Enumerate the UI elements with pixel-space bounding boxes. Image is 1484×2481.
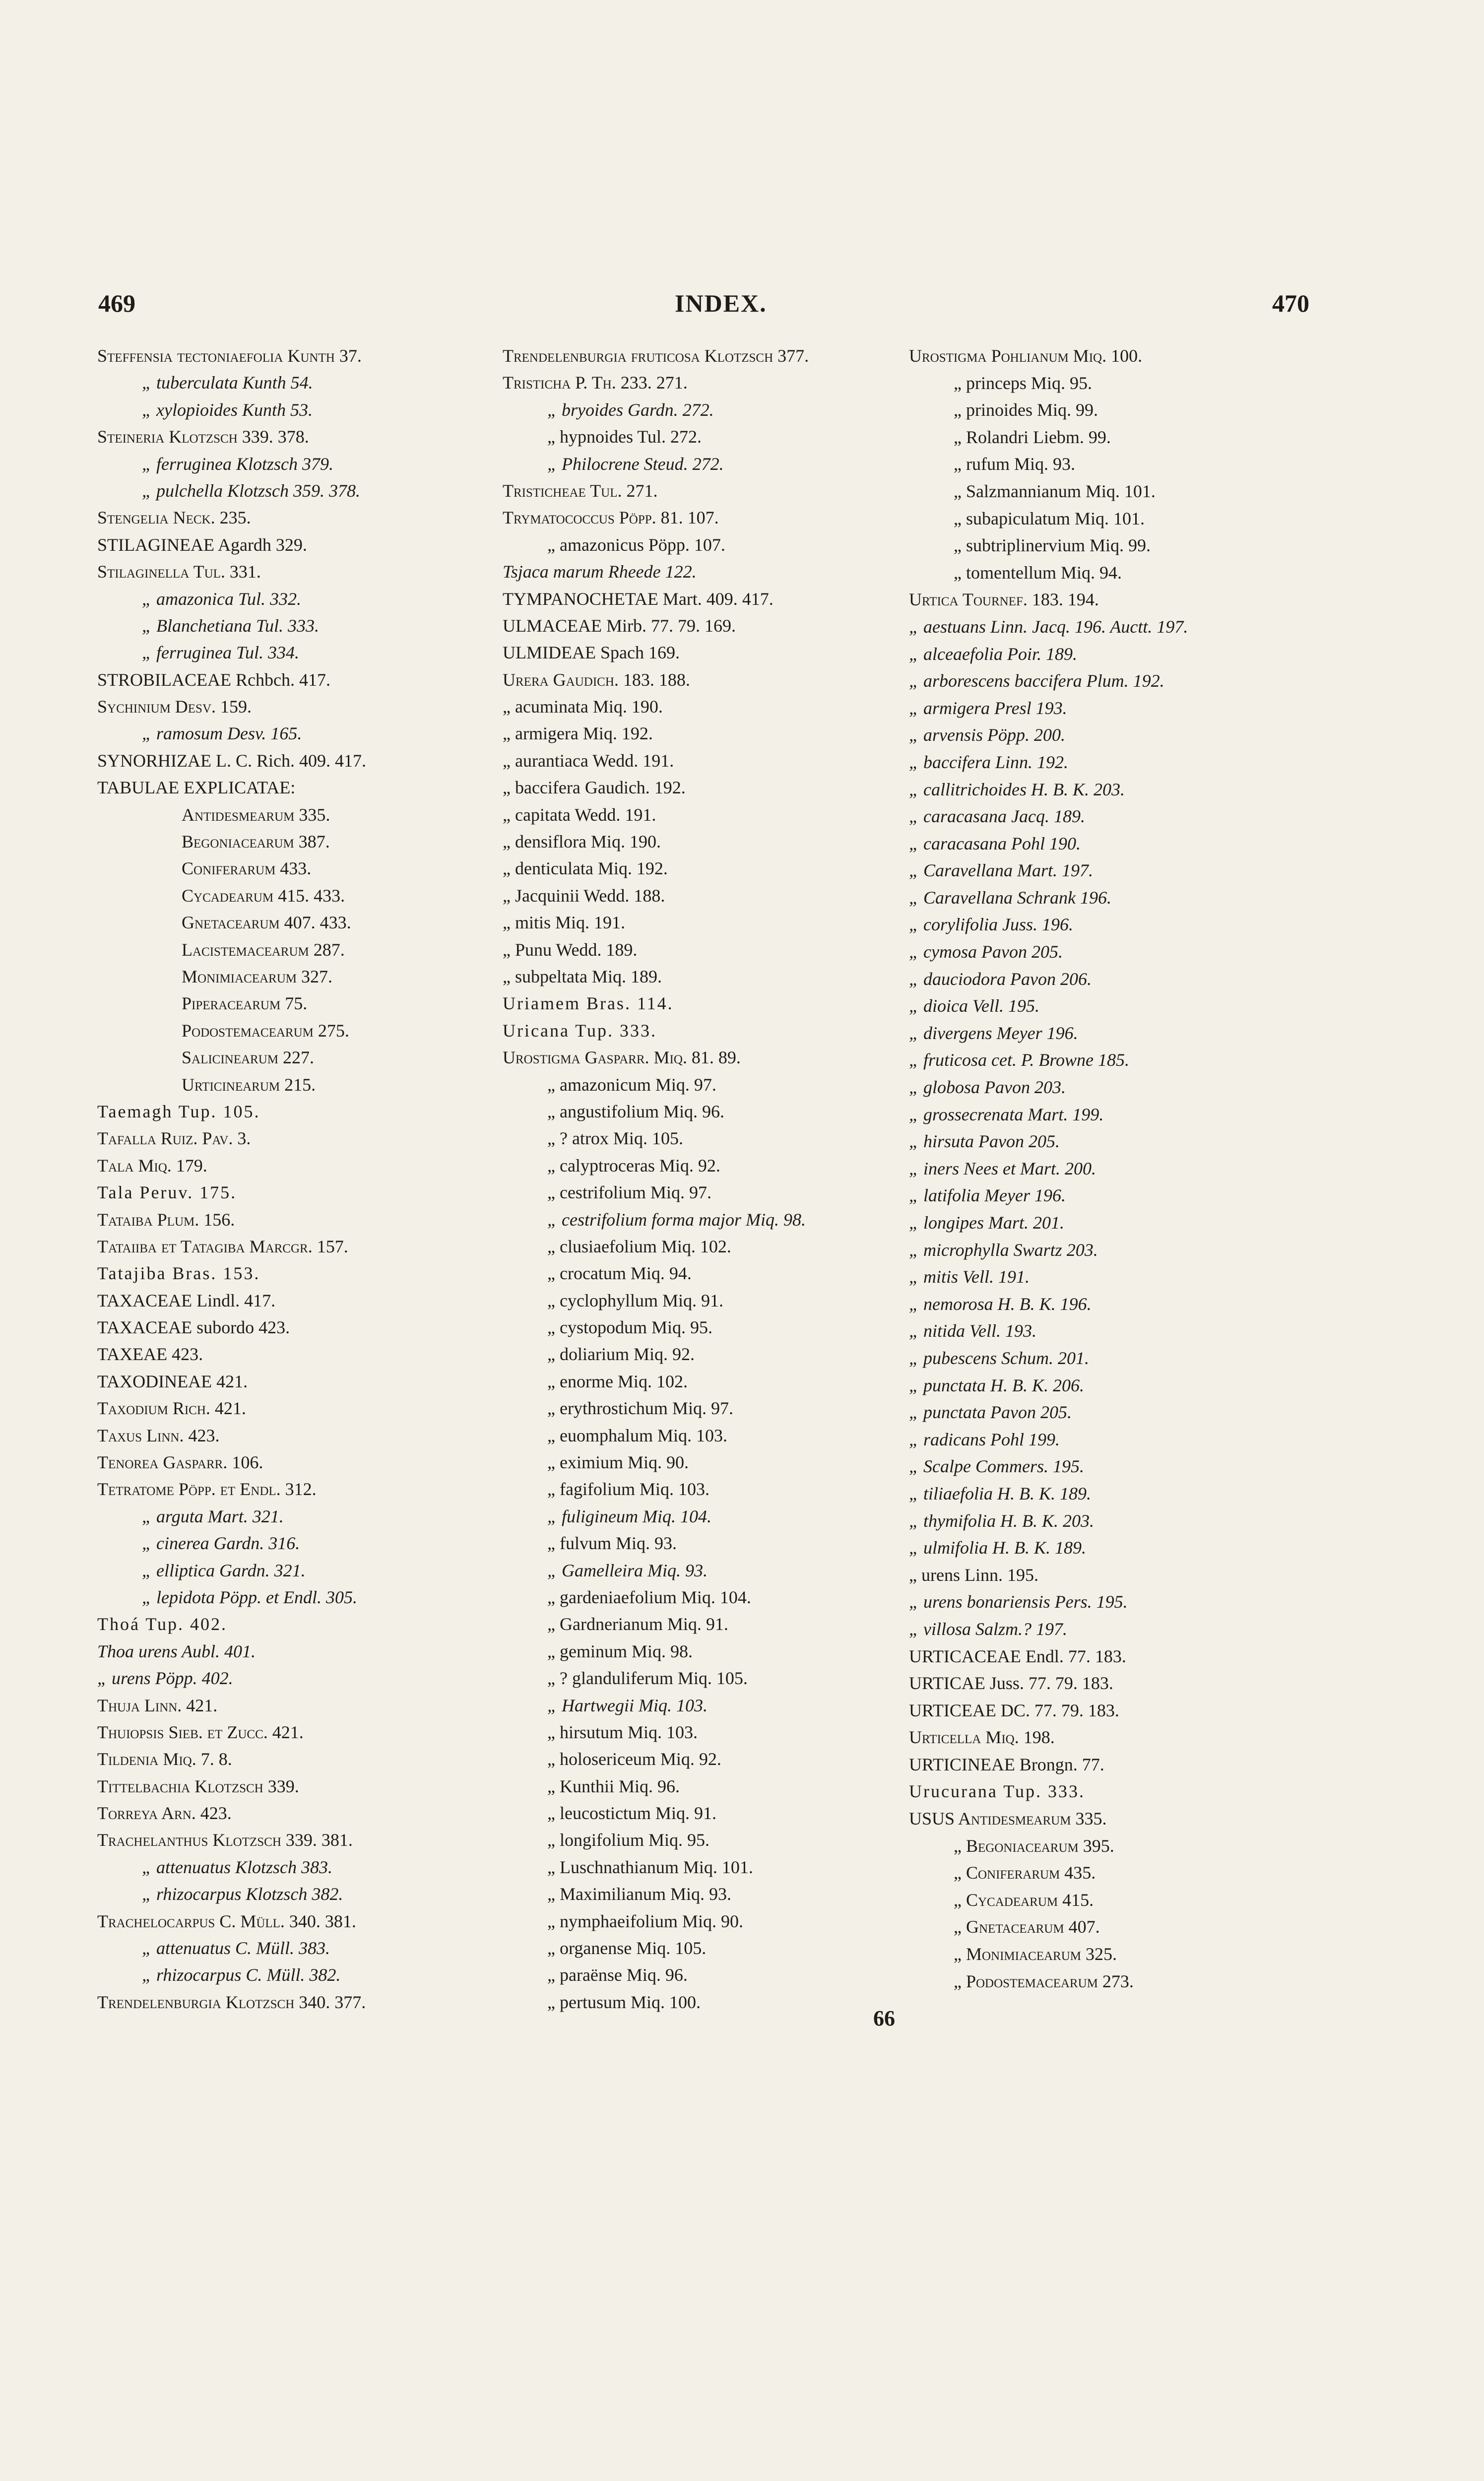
index-entry: „ Kunthii Miq. 96. (547, 1776, 680, 1796)
index-entry: „ attenuatus C. Müll. 383. (142, 1938, 330, 1959)
index-entry: „ urens Linn. 195. (909, 1565, 1038, 1585)
index-entry: „ xylopioides Kunth 53. (142, 399, 313, 420)
index-entry: ULMIDEAE Spach 169. (503, 643, 680, 663)
index-entry: „ Coniferarum 435. (954, 1863, 1096, 1883)
index-entry: Stengelia Neck. 235. (97, 508, 251, 528)
index-entry: Tristicha P. Th. 233. 271. (503, 373, 688, 393)
index-entry: „ fuligineum Miq. 104. (547, 1506, 711, 1526)
index-entry: „ leucostictum Miq. 91. (547, 1803, 716, 1824)
index-entry: „ clusiaefolium Miq. 102. (547, 1236, 731, 1256)
index-entry: Tala Miq. 179. (97, 1155, 207, 1175)
index-entry: Urera Gaudich. 183. 188. (503, 669, 690, 690)
index-entry: „ capitata Wedd. 191. (503, 804, 656, 825)
index-entry: „ Monimiacearum 325. (954, 1944, 1117, 1964)
index-entry: Thuiopsis Sieb. et Zucc. 421. (97, 1722, 304, 1742)
index-entry: Sychinium Desv. 159. (97, 697, 252, 717)
index-entry: „ arborescens baccifera Plum. 192. (909, 671, 1164, 691)
index-entry: „ tiliaefolia H. B. K. 189. (909, 1483, 1092, 1503)
index-entry: „ acuminata Miq. 190. (503, 697, 663, 717)
index-entry: Trachelanthus Klotzsch 339. 381. (97, 1830, 353, 1850)
index-entry: „ Rolandri Liebm. 99. (954, 427, 1111, 447)
index-entry: „ fulvum Miq. 93. (547, 1533, 677, 1554)
index-entry: Urticinearum 215. (182, 1074, 316, 1095)
index-entry: „ hirsuta Pavon 205. (909, 1131, 1060, 1152)
index-entry: „ Blanchetiana Tul. 333. (142, 615, 320, 636)
index-entry: Steffensia tectoniaefolia Kunth 37. (97, 346, 362, 366)
index-entry: „ pertusum Miq. 100. (547, 1992, 701, 2012)
index-entry: „ amazonicum Miq. 97. (547, 1074, 716, 1095)
index-entry: „ alceaefolia Poir. 189. (909, 644, 1077, 664)
index-entry: Urostigma Gasparr. Miq. 81. 89. (503, 1047, 741, 1068)
index-entry: Tetratome Pöpp. et Endl. 312. (97, 1479, 317, 1500)
index-entry: URTICACEAE Endl. 77. 183. (909, 1646, 1126, 1666)
index-entry: „ baccifera Gaudich. 192. (503, 778, 686, 798)
index-entry: URTICAE Juss. 77. 79. 183. (909, 1673, 1113, 1694)
index-entry: „ arguta Mart. 321. (142, 1506, 284, 1526)
index-entry: Tsjaca marum Rheede 122. (503, 562, 697, 582)
index-entry: „ enorme Miq. 102. (547, 1371, 688, 1391)
index-entry: „ tuberculata Kunth 54. (142, 373, 313, 393)
index-entry: „ divergens Meyer 196. (909, 1023, 1078, 1043)
index-entry: Cycadearum 415. 433. (182, 885, 345, 906)
signature-mark: 66 (873, 2006, 895, 2030)
index-entry: TAXEAE 423. (97, 1344, 203, 1365)
index-entry: „ globosa Pavon 203. (909, 1077, 1066, 1098)
index-entry: „ rhizocarpus C. Müll. 382. (142, 1965, 341, 1985)
index-entry: „ organense Miq. 105. (547, 1938, 707, 1959)
index-entry: „ princeps Miq. 95. (954, 373, 1092, 393)
index-entry: Urostigma Pohlianum Miq. 100. (909, 346, 1143, 366)
index-entry: „ crocatum Miq. 94. (547, 1263, 692, 1284)
index-entry: „ cyclophyllum Miq. 91. (547, 1290, 723, 1310)
index-entry: „ baccifera Linn. 192. (909, 752, 1068, 772)
index-entry: „ Salzmannianum Miq. 101. (954, 481, 1156, 501)
index-entry: Tildenia Miq. 7. 8. (97, 1749, 232, 1769)
index-entry: „ radicans Pohl 199. (909, 1429, 1060, 1449)
index-entry: „ ferruginea Klotzsch 379. (142, 454, 334, 474)
index-entry: TAXODINEAE 421. (97, 1371, 248, 1391)
index-entry: „ cinerea Gardn. 316. (142, 1533, 300, 1554)
index-entry: „ longifolium Miq. 95. (547, 1830, 710, 1850)
index-entry: „ Gardnerianum Miq. 91. (547, 1614, 728, 1634)
index-entry: Urticella Miq. 198. (909, 1727, 1055, 1748)
index-entry: „ gardeniaefolium Miq. 104. (547, 1587, 751, 1607)
index-entry: „ caracasana Pohl 190. (909, 833, 1081, 853)
index-entry: „ Philocrene Steud. 272. (547, 454, 724, 474)
index-entry: „ Scalpe Commers. 195. (909, 1456, 1084, 1477)
index-entry: „ ? glanduliferum Miq. 105. (547, 1668, 748, 1689)
index-entry: „ urens bonariensis Pers. 195. (909, 1592, 1128, 1612)
index-entry: „ caracasana Jacq. 189. (909, 806, 1085, 827)
index-entry: „ armigera Presl 193. (909, 698, 1067, 718)
index-entry: Trymatococcus Pöpp. 81. 107. (503, 508, 719, 528)
index-entry: Gnetacearum 407. 433. (182, 913, 351, 933)
index-entry: „ tomentellum Miq. 94. (954, 562, 1122, 583)
index-entry: Salicinearum 227. (182, 1047, 315, 1068)
index-entry: Thoa urens Aubl. 401. (97, 1641, 256, 1661)
index-entry: „ microphylla Swartz 203. (909, 1240, 1098, 1260)
index-entry: „ bryoides Gardn. 272. (547, 399, 714, 420)
index-entry: „ dioica Vell. 195. (909, 996, 1039, 1016)
index-entry: „ pubescens Schum. 201. (909, 1348, 1089, 1368)
index-entry: „ Gnetacearum 407. (954, 1917, 1100, 1937)
index-column-right (909, 342, 1405, 1995)
index-entry: „ urens Pöpp. 402. (97, 1668, 233, 1689)
index-entry: Thoá Tup. 402. (97, 1614, 228, 1634)
index-entry: „ callitrichoides H. B. K. 203. (909, 779, 1125, 799)
index-entry: Tala Peruv. 175. (97, 1182, 237, 1203)
index-entry: STILAGINEAE Agardh 329. (97, 534, 307, 555)
index-column-left (97, 342, 494, 2016)
index-entry: „ densiflora Miq. 190. (503, 832, 661, 852)
index-entry: Trendelenburgia fruticosa Klotzsch 377. (503, 346, 809, 366)
index-entry: „ pulchella Klotzsch 359. 378. (142, 480, 360, 501)
index-entry: URTICEAE DC. 77. 79. 183. (909, 1700, 1119, 1720)
index-entry: Taxodium Rich. 421. (97, 1398, 246, 1419)
index-entry: „ iners Nees et Mart. 200. (909, 1158, 1096, 1178)
index-entry: „ amazonicus Pöpp. 107. (547, 534, 725, 555)
index-entry: „ erythrostichum Miq. 97. (547, 1398, 733, 1419)
index-entry: „ Jacquinii Wedd. 188. (503, 885, 665, 906)
index-entry: „ eximium Miq. 90. (547, 1452, 689, 1473)
index-entry: STROBILACEAE Rchbch. 417. (97, 669, 330, 690)
index-entry: „ nemorosa H. B. K. 196. (909, 1294, 1092, 1314)
index-entry: Begoniacearum 387. (182, 832, 330, 852)
index-entry: „ euomphalum Miq. 103. (547, 1425, 727, 1445)
index-entry: Trendelenburgia Klotzsch 340. 377. (97, 1992, 366, 2012)
index-entry: Taemagh Tup. 105. (97, 1101, 260, 1121)
index-entry: „ denticulata Miq. 192. (503, 858, 668, 879)
index-entry: Taxus Linn. 423. (97, 1425, 220, 1445)
index-entry: „ Hartwegii Miq. 103. (547, 1695, 708, 1715)
index-entry: „ villosa Salzm.? 197. (909, 1619, 1068, 1639)
index-entry: URTICINEAE Brongn. 77. (909, 1754, 1104, 1774)
index-entry: USUS Antidesmearum 335. (909, 1809, 1107, 1829)
index-entry: „ calyptroceras Miq. 92. (547, 1155, 720, 1175)
index-entry: TYMPANOCHETAE Mart. 409. 417. (503, 588, 774, 609)
index-entry: „ aestuans Linn. Jacq. 196. Auctt. 197. (909, 616, 1188, 637)
index-entry: „ attenuatus Klotzsch 383. (142, 1857, 333, 1877)
index-entry: Lacistemacearum 287. (182, 939, 345, 960)
index-entry: Urucurana Tup. 333. (909, 1781, 1085, 1802)
index-entry: „ doliarium Miq. 92. (547, 1344, 695, 1365)
index-entry: „ longipes Mart. 201. (909, 1213, 1065, 1233)
index-entry: Tataiba Plum. 156. (97, 1209, 235, 1230)
index-column-middle (503, 342, 900, 2016)
index-entry: „ mitis Vell. 191. (909, 1267, 1030, 1287)
index-entry: „ ramosum Desv. 165. (142, 723, 302, 744)
index-entry: „ Begoniacearum 395. (954, 1835, 1114, 1856)
index-entry: „ amazonica Tul. 332. (142, 588, 302, 609)
index-entry: „ fruticosa cet. P. Browne 185. (909, 1050, 1129, 1070)
index-entry: „ geminum Miq. 98. (547, 1641, 693, 1661)
index-entry: Tatajiba Bras. 153. (97, 1263, 260, 1284)
index-entry: „ fagifolium Miq. 103. (547, 1479, 710, 1500)
index-entry: „ grossecrenata Mart. 199. (909, 1104, 1104, 1124)
index-entry: „ Caravellana Schrank 196. (909, 887, 1111, 908)
index-entry: „ Maximilianum Miq. 93. (547, 1884, 731, 1904)
index-entry: „ mitis Miq. 191. (503, 913, 626, 933)
index-entry: „ nymphaeifolium Miq. 90. (547, 1911, 743, 1931)
page-title: INDEX. (675, 289, 767, 317)
index-entry: „ paraënse Miq. 96. (547, 1965, 688, 1985)
index-entry: „ aurantiaca Wedd. 191. (503, 750, 674, 771)
index-entry: „ rufum Miq. 93. (954, 454, 1075, 474)
index-entry: Tafalla Ruiz. Pav. 3. (97, 1128, 251, 1149)
index-entry: Coniferarum 433. (182, 858, 312, 879)
index-entry: „ dauciodora Pavon 206. (909, 969, 1092, 989)
index-entry: „ hirsutum Miq. 103. (547, 1722, 698, 1742)
index-entry: Monimiacearum 327. (182, 966, 333, 986)
right-page-number: 470 (1272, 289, 1309, 317)
index-entry: „ prinoides Miq. 99. (954, 400, 1098, 420)
index-entry: ULMACEAE Mirb. 77. 79. 169. (503, 615, 736, 636)
index-entry: TAXACEAE Lindl. 417. (97, 1290, 276, 1310)
index-entry: „ punctata H. B. K. 206. (909, 1375, 1085, 1395)
index-entry: „ Cycadearum 415. (954, 1890, 1094, 1910)
index-entry: „ Punu Wedd. 189. (503, 939, 638, 960)
index-entry: Trachelocarpus C. Müll. 340. 381. (97, 1911, 356, 1931)
index-entry: „ hypnoides Tul. 272. (547, 427, 702, 447)
index-entry: „ arvensis Pöpp. 200. (909, 725, 1065, 745)
index-entry: „ Gamelleira Miq. 93. (547, 1560, 708, 1580)
index-entry: Podostemacearum 275. (182, 1020, 349, 1041)
index-entry: „ cymosa Pavon 205. (909, 942, 1063, 962)
index-entry: Thuja Linn. 421. (97, 1695, 218, 1715)
index-entry: „ angustifolium Miq. 96. (547, 1101, 724, 1121)
index-entry: „ Luschnathianum Miq. 101. (547, 1857, 753, 1877)
left-page-number: 469 (98, 289, 135, 317)
index-entry: „ subpeltata Miq. 189. (503, 966, 662, 986)
index-entry: „ holosericeum Miq. 92. (547, 1749, 721, 1769)
index-entry: Urtica Tournef. 183. 194. (909, 589, 1099, 610)
index-entry: „ subtriplinervium Miq. 99. (954, 535, 1151, 556)
index-entry: „ ulmifolia H. B. K. 189. (909, 1538, 1087, 1558)
index-entry: „ Caravellana Mart. 197. (909, 860, 1094, 881)
index-entry: TABULAE EXPLICATAE: (97, 778, 296, 798)
index-entry: TAXACEAE subordo 423. (97, 1317, 290, 1338)
index-entry: Torreya Arn. 423. (97, 1803, 232, 1824)
index-entry: „ ferruginea Tul. 334. (142, 643, 300, 663)
index-entry: „ corylifolia Juss. 196. (909, 914, 1073, 935)
index-entry: „ lepidota Pöpp. et Endl. 305. (142, 1587, 357, 1607)
index-entry: „ armigera Miq. 192. (503, 723, 653, 744)
index-entry: „ cestrifolium Miq. 97. (547, 1182, 711, 1203)
index-entry: Piperacearum 75. (182, 993, 308, 1014)
index-entry: „ cystopodum Miq. 95. (547, 1317, 712, 1338)
index-entry: „ ? atrox Miq. 105. (547, 1128, 683, 1149)
index-entry: Tenorea Gasparr. 106. (97, 1452, 263, 1473)
index-entry: Uriamem Bras. 114. (503, 993, 674, 1014)
index-entry: SYNORHIZAE L. C. Rich. 409. 417. (97, 750, 366, 771)
index-entry: Steineria Klotzsch 339. 378. (97, 427, 309, 447)
index-entry: „ Podostemacearum 273. (954, 1971, 1134, 1991)
index-entry: „ thymifolia H. B. K. 203. (909, 1510, 1095, 1531)
index-entry: „ subapiculatum Miq. 101. (954, 508, 1145, 528)
index-entry: „ elliptica Gardn. 321. (142, 1560, 306, 1580)
index-entry: „ cestrifolium forma major Miq. 98. (547, 1209, 806, 1230)
index-entry: Uricana Tup. 333. (503, 1020, 657, 1041)
index-entry: „ latifolia Meyer 196. (909, 1185, 1066, 1206)
index-entry: „ rhizocarpus Klotzsch 382. (142, 1884, 343, 1904)
index-entry: Tittelbachia Klotzsch 339. (97, 1776, 299, 1796)
index-entry: Stilaginella Tul. 331. (97, 562, 261, 582)
index-entry: Antidesmearum 335. (182, 804, 330, 825)
index-entry: Tataiiba et Tatagiba Marcgr. 157. (97, 1236, 348, 1256)
index-entry: „ nitida Vell. 193. (909, 1321, 1037, 1341)
index-entry: Tristicheae Tul. 271. (503, 480, 658, 501)
index-entry: „ punctata Pavon 205. (909, 1402, 1072, 1423)
